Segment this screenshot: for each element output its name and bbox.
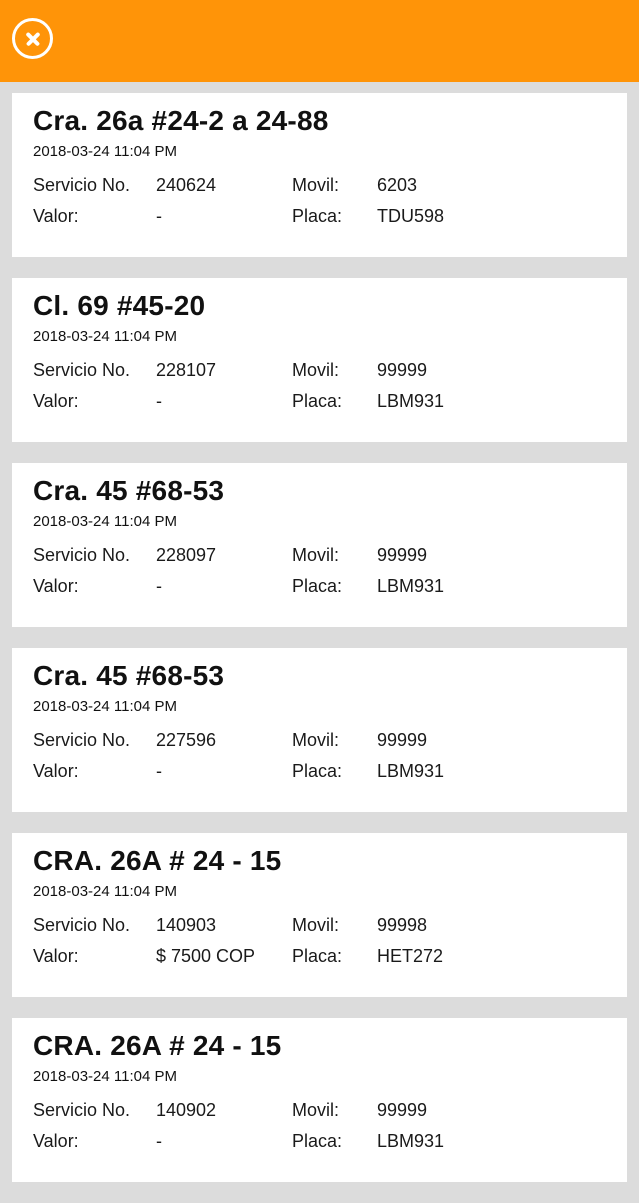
placa-value: TDU598 (377, 206, 445, 226)
valor-value: - (156, 391, 162, 411)
service-card[interactable] (12, 463, 627, 627)
valor-label: Valor: (33, 761, 79, 781)
movil-value: 99999 (377, 1100, 428, 1120)
placa-value: LBM931 (377, 576, 445, 596)
close-icon[interactable] (12, 18, 53, 59)
servicio-label: Servicio No. (33, 915, 131, 935)
placa-label: Placa: (292, 946, 343, 966)
service-card[interactable] (12, 1018, 627, 1182)
valor-value: $ 7500 COP (156, 946, 256, 966)
placa-value: LBM931 (377, 761, 445, 781)
placa-label: Placa: (292, 206, 343, 226)
service-address: CRA. 26A # 24 - 15 (33, 1030, 282, 1061)
service-card[interactable] (12, 93, 627, 257)
servicio-label: Servicio No. (33, 360, 131, 380)
service-datetime: 2018-03-24 11:04 PM (33, 328, 177, 345)
placa-label: Placa: (292, 1131, 343, 1151)
valor-value: - (156, 206, 162, 226)
valor-label: Valor: (33, 1131, 79, 1151)
placa-label: Placa: (292, 391, 343, 411)
servicio-value: 228107 (156, 360, 217, 380)
service-datetime: 2018-03-24 11:04 PM (33, 698, 177, 715)
movil-value: 6203 (377, 175, 418, 195)
service-card[interactable] (12, 648, 627, 812)
service-address: Cra. 26a #24-2 a 24-88 (33, 105, 329, 136)
movil-label: Movil: (292, 1100, 340, 1120)
top-bar (0, 0, 639, 82)
service-datetime: 2018-03-24 11:04 PM (33, 1068, 177, 1085)
placa-value: LBM931 (377, 391, 445, 411)
service-history-list (0, 93, 639, 1203)
servicio-label: Servicio No. (33, 730, 131, 750)
servicio-value: 140903 (156, 915, 217, 935)
placa-label: Placa: (292, 761, 343, 781)
valor-value: - (156, 576, 162, 596)
valor-value: - (156, 1131, 162, 1151)
valor-label: Valor: (33, 206, 79, 226)
servicio-label: Servicio No. (33, 545, 131, 565)
placa-value: HET272 (377, 946, 444, 966)
movil-value: 99998 (377, 915, 428, 935)
movil-value: 99999 (377, 545, 428, 565)
servicio-value: 228097 (156, 545, 217, 565)
service-address: CRA. 26A # 24 - 15 (33, 845, 282, 876)
service-card[interactable] (12, 833, 627, 997)
servicio-value: 240624 (156, 175, 217, 195)
servicio-label: Servicio No. (33, 1100, 131, 1120)
service-datetime: 2018-03-24 11:04 PM (33, 143, 177, 160)
movil-label: Movil: (292, 545, 340, 565)
service-card[interactable] (12, 278, 627, 442)
valor-value: - (156, 761, 162, 781)
service-datetime: 2018-03-24 11:04 PM (33, 883, 177, 900)
service-address: Cl. 69 #45-20 (33, 290, 206, 321)
servicio-value: 140902 (156, 1100, 217, 1120)
movil-label: Movil: (292, 730, 340, 750)
placa-label: Placa: (292, 576, 343, 596)
service-address: Cra. 45 #68-53 (33, 660, 225, 691)
movil-value: 99999 (377, 360, 428, 380)
servicio-label: Servicio No. (33, 175, 131, 195)
servicio-value: 227596 (156, 730, 217, 750)
service-datetime: 2018-03-24 11:04 PM (33, 513, 177, 530)
valor-label: Valor: (33, 576, 79, 596)
movil-label: Movil: (292, 175, 340, 195)
placa-value: LBM931 (377, 1131, 445, 1151)
valor-label: Valor: (33, 946, 79, 966)
valor-label: Valor: (33, 391, 79, 411)
movil-label: Movil: (292, 360, 340, 380)
movil-label: Movil: (292, 915, 340, 935)
movil-value: 99999 (377, 730, 428, 750)
service-address: Cra. 45 #68-53 (33, 475, 225, 506)
